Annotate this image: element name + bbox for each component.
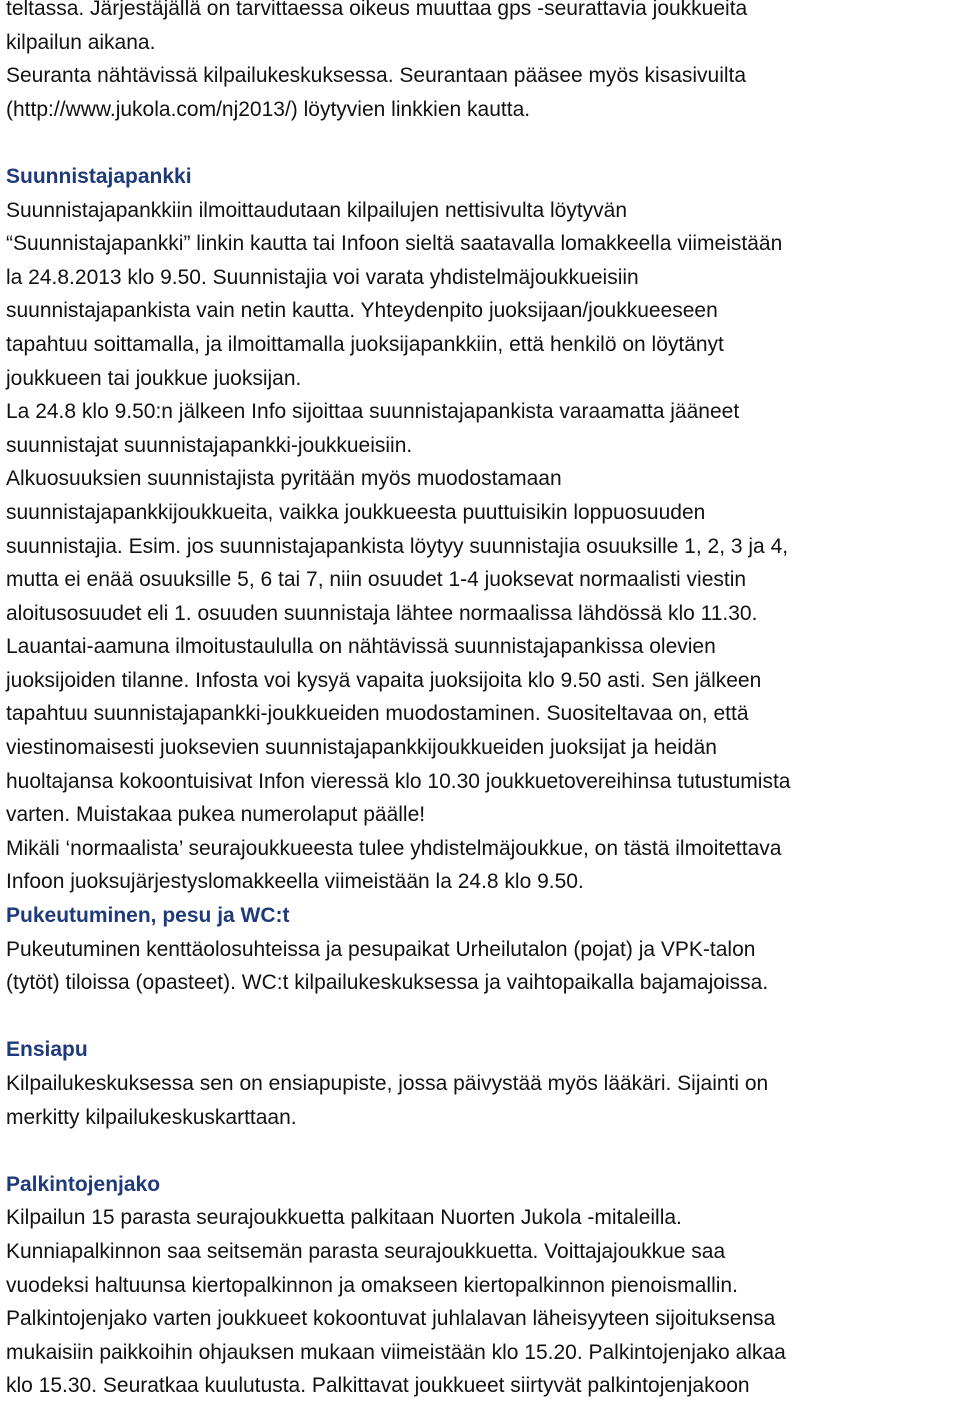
text-line: Kilpailun 15 parasta seurajoukkuetta palkitaan Nuorten Jukola -mitaleilla. [6,1206,682,1230]
intro-paragraph [6,0,956,126]
text-line: Alkuosuuksien suunnistajista pyritään myös muodostamaan [6,467,562,491]
text-line: Palkintojenjako varten joukkueet kokoontuvat juhlalavan läheisyyteen sijoituksensa [6,1307,776,1331]
text-line: Kunniapalkinnon saa seitsemän parasta seurajoukkuetta. Voittajajoukkue saa [6,1239,726,1263]
text-line: mutta ei enää osuuksille 5, 6 tai 7, niin osuudet 1-4 juoksevat normaalisti viestin [6,568,747,592]
text-line: huoltajansa kokoontuisivat Infon vieressä klo 10.30 joukkuetovereihinsa tutustumista [6,769,791,793]
section-heading: Suunnistajapankki [6,164,192,188]
text-line: Pukeutuminen kenttäolosuhteissa ja pesupaikat Urheilutalon (pojat) ja VPK-talon [6,937,756,961]
section-heading: Ensiapu [6,1038,88,1062]
palkintojenjako-section [6,1168,956,1403]
text-line: “Suunnistajapankki” linkin kautta tai Infoon sieltä saatavalla lomakkeella viimeistään [6,232,783,256]
text-line: Infoon juoksujärjestyslomakkeella viimeistään la 24.8 klo 9.50. [6,870,584,894]
text-line: mukaisiin paikkoihin ohjauksen mukaan viimeistään klo 15.20. Palkintojenjako alkaa [6,1340,786,1364]
text-line: La 24.8 klo 9.50:n jälkeen Info sijoittaa suunnistajapankista varaamatta jääneet [6,400,740,424]
section-heading: Palkintojenjako [6,1172,161,1196]
text-line: (http://www.jukola.com/nj2013/) löytyvien linkkien kautta. [6,97,531,121]
text-line: klo 15.30. Seuratkaa kuulutusta. Palkittavat joukkueet siirtyvät palkintojenjakoon [6,1374,750,1398]
text-line: teltassa. Järjestäjällä on tarvittaessa oikeus muuttaa gps -seurattavia joukkueita [6,0,748,20]
section-heading: Pukeutuminen, pesu ja WC:t [6,904,290,928]
text-line: Suunnistajapankkiin ilmoittaudutaan kilpailujen nettisivulta löytyvän [6,198,628,222]
text-line: la 24.8.2013 klo 9.50. Suunnistajia voi varata yhdistelmäjoukkueisiin [6,265,639,289]
text-line: suunnistajapankkijoukkueita, vaikka joukkueesta puuttuisikin loppuosuuden [6,500,706,524]
text-line: joukkueen tai joukkue juoksijan. [6,366,302,390]
text-line: vuodeksi haltuunsa kiertopalkinnon ja omakseen kiertopalkinnon pienoismallin. [6,1273,738,1297]
ensiapu-section [6,1033,956,1134]
text-line: kilpailun aikana. [6,30,156,54]
spacer [6,126,956,160]
text-line: (tytöt) tiloissa (opasteet). WC:t kilpailukeskuksessa ja vaihtopaikalla bajamajoissa. [6,971,769,995]
text-line: Seuranta nähtävissä kilpailukeskuksessa. Seurantaan pääsee myös kisasivuilta [6,64,747,88]
text-line: Mikäli ‘normaalista’ seurajoukkueesta tulee yhdistelmäjoukkue, on tästä ilmoitettava [6,836,782,860]
text-line: tapahtuu suunnistajapankki-joukkueiden muodostaminen. Suositeltavaa on, että [6,702,749,726]
text-line: suunnistajat suunnistajapankki-joukkueisiin. [6,433,413,457]
text-line: aloitusosuudet eli 1. osuuden suunnistaja lähtee normaalissa lähdössä klo 11.30. [6,601,758,625]
text-line: varten. Muistakaa pukea numerolaput päälle! [6,803,426,827]
spacer [6,1134,956,1168]
text-line: suunnistajia. Esim. jos suunnistajapankista löytyy suunnistajia osuuksille 1, 2, 3 ja 4, [6,534,789,558]
text-line: juoksijoiden tilanne. Infosta voi kysyä vapaita juoksijoita klo 9.50 asti. Sen jälkeen [6,668,762,692]
text-line: viestinomaisesti juoksevien suunnistajapankkijoukkueiden juoksijat ja heidän [6,736,717,760]
text-line: merkitty kilpailukeskuskarttaan. [6,1105,297,1129]
text-line: Kilpailukeskuksessa sen on ensiapupiste, jossa päivystää myös lääkäri. Sijainti on [6,1072,769,1095]
text-line: tapahtuu soittamalla, ja ilmoittamalla juoksijapankkiin, että henkilö on löytänyt [6,332,724,356]
text-line: suunnistajapankista vain netin kautta. Yhteydenpito juoksijaan/joukkueeseen [6,299,718,323]
pukeutuminen-section [6,899,956,1000]
document-page [6,0,956,1403]
suunnistajapankki-section [6,160,956,899]
text-line: Lauantai-aamuna ilmoitustaululla on nähtävissä suunnistajapankissa olevien [6,635,716,659]
spacer [6,1000,956,1034]
